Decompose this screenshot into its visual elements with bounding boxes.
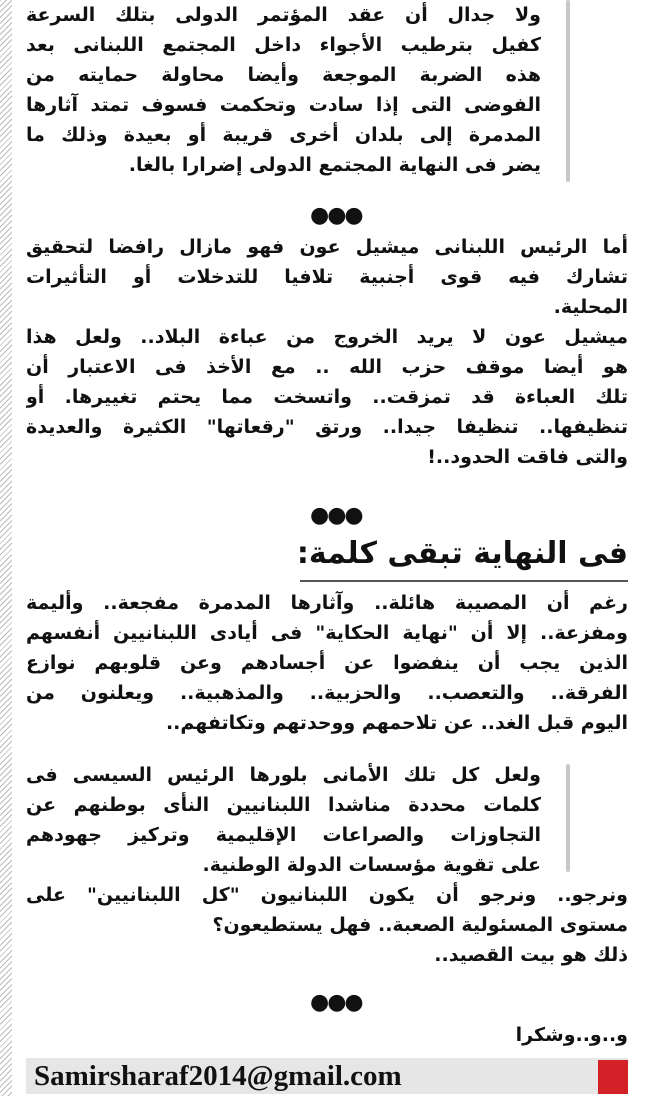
- paragraph-1: [26, 0, 541, 180]
- quote-bar: [566, 764, 570, 872]
- text-line: تشارك فيه قوى أجنبية تلافيا للتدخلات أو التأثيرات: [26, 266, 628, 288]
- text-line: الفرقة.. والتعصب.. والحزبية.. والمذهبية.. ويعلنون من: [26, 682, 628, 704]
- separator-dots: ●●●: [310, 503, 362, 528]
- quote-bar: [566, 0, 570, 182]
- separator-dots: ●●●: [310, 990, 362, 1015]
- text-line: اليوم قبل الغد.. عن تلاحمهم ووحدتهم وتكاتفهم..: [165, 712, 628, 734]
- page-edge-hatch: [0, 0, 12, 1096]
- text-line: المدمرة إلى بلدان أخرى قريبة أو بعيدة وذلك ما: [26, 124, 541, 146]
- text-line: كفيل بترطيب الأجواء داخل المجتمع اللبنانى بعد: [26, 34, 541, 56]
- text-line: الفوضى التى إذا سادت وتحكمت فسوف تمتد آثارها: [26, 94, 541, 116]
- text-line: ونرجو.. ونرجو أن يكون اللبنانيون "كل اللبنانيين" على: [26, 884, 628, 906]
- author-email[interactable]: Samirsharaf2014@gmail.com: [34, 1060, 402, 1092]
- red-marker-icon: [598, 1060, 628, 1094]
- text-line: تلك العباءة قد تمزقت.. واتسخت مما يحتم تغييرها. أو: [26, 386, 628, 408]
- text-line: يضر فى النهاية المجتمع الدولى إضرارا بالغا.: [128, 154, 541, 176]
- text-line: على تقوية مؤسسات الدولة الوطنية.: [202, 854, 541, 876]
- text-line: ميشيل عون لا يريد الخروج من عباءة البلاد.. ولعل هذا: [26, 326, 628, 348]
- section-heading: فى النهاية تبقى كلمة:: [296, 536, 628, 571]
- text-line: أما الرئيس اللبنانى ميشيل عون فهو مازال رافضا لتحقيق: [26, 236, 628, 258]
- text-line: ولعل كل تلك الأمانى بلورها الرئيس السيسى فى: [26, 764, 541, 786]
- author-footer: [26, 1058, 628, 1094]
- text-line: ذلك هو بيت القصيد..: [434, 944, 628, 966]
- text-line: ومفزعة.. إلا أن "نهاية الحكاية" فى أيادى اللبنانيين أنفسهم: [26, 622, 628, 644]
- text-line: هو أيضا موقف حزب الله .. مع الأخذ فى الاعتبار أن: [26, 356, 628, 378]
- paragraph-quote: [26, 760, 541, 880]
- text-line: رغم أن المصيبة هائلة.. وآثارها المدمرة مفجعة.. وأليمة: [26, 592, 628, 614]
- paragraph-closing: [26, 880, 628, 970]
- signoff-text: و..و..وشكرا: [515, 1024, 628, 1046]
- text-line: التجاوزات والصراعات الإقليمية وتركيز جهودهم: [26, 824, 541, 846]
- text-line: مستوى المسئولية الصعبة.. فهل يستطيعون؟: [212, 914, 628, 936]
- text-line: هذه الضربة الموجعة وأيضا محاولة حمايته من: [26, 64, 541, 86]
- text-line: تنظيفها.. تنظيفا جيدا.. ورتق "رقعاتها" الكثيرة والعديدة: [26, 416, 628, 438]
- heading-underline: [300, 580, 628, 582]
- text-line: الذين يجب أن ينفضوا عن أجسادهم وعن قلوبهم نوازع: [26, 652, 628, 674]
- paragraph-2: [26, 232, 628, 472]
- signoff: [516, 1020, 628, 1050]
- text-line: ولا جدال أن عقد المؤتمر الدولى بتلك السرعة: [26, 4, 541, 26]
- separator-dots: ●●●: [310, 203, 362, 228]
- text-line: المحلية.: [553, 296, 628, 318]
- text-line: كلمات محددة مناشدا اللبنانيين النأى بوطنهم عن: [26, 794, 541, 816]
- paragraph-3: [26, 588, 628, 738]
- text-line: والتى فاقت الحدود..!: [427, 446, 628, 468]
